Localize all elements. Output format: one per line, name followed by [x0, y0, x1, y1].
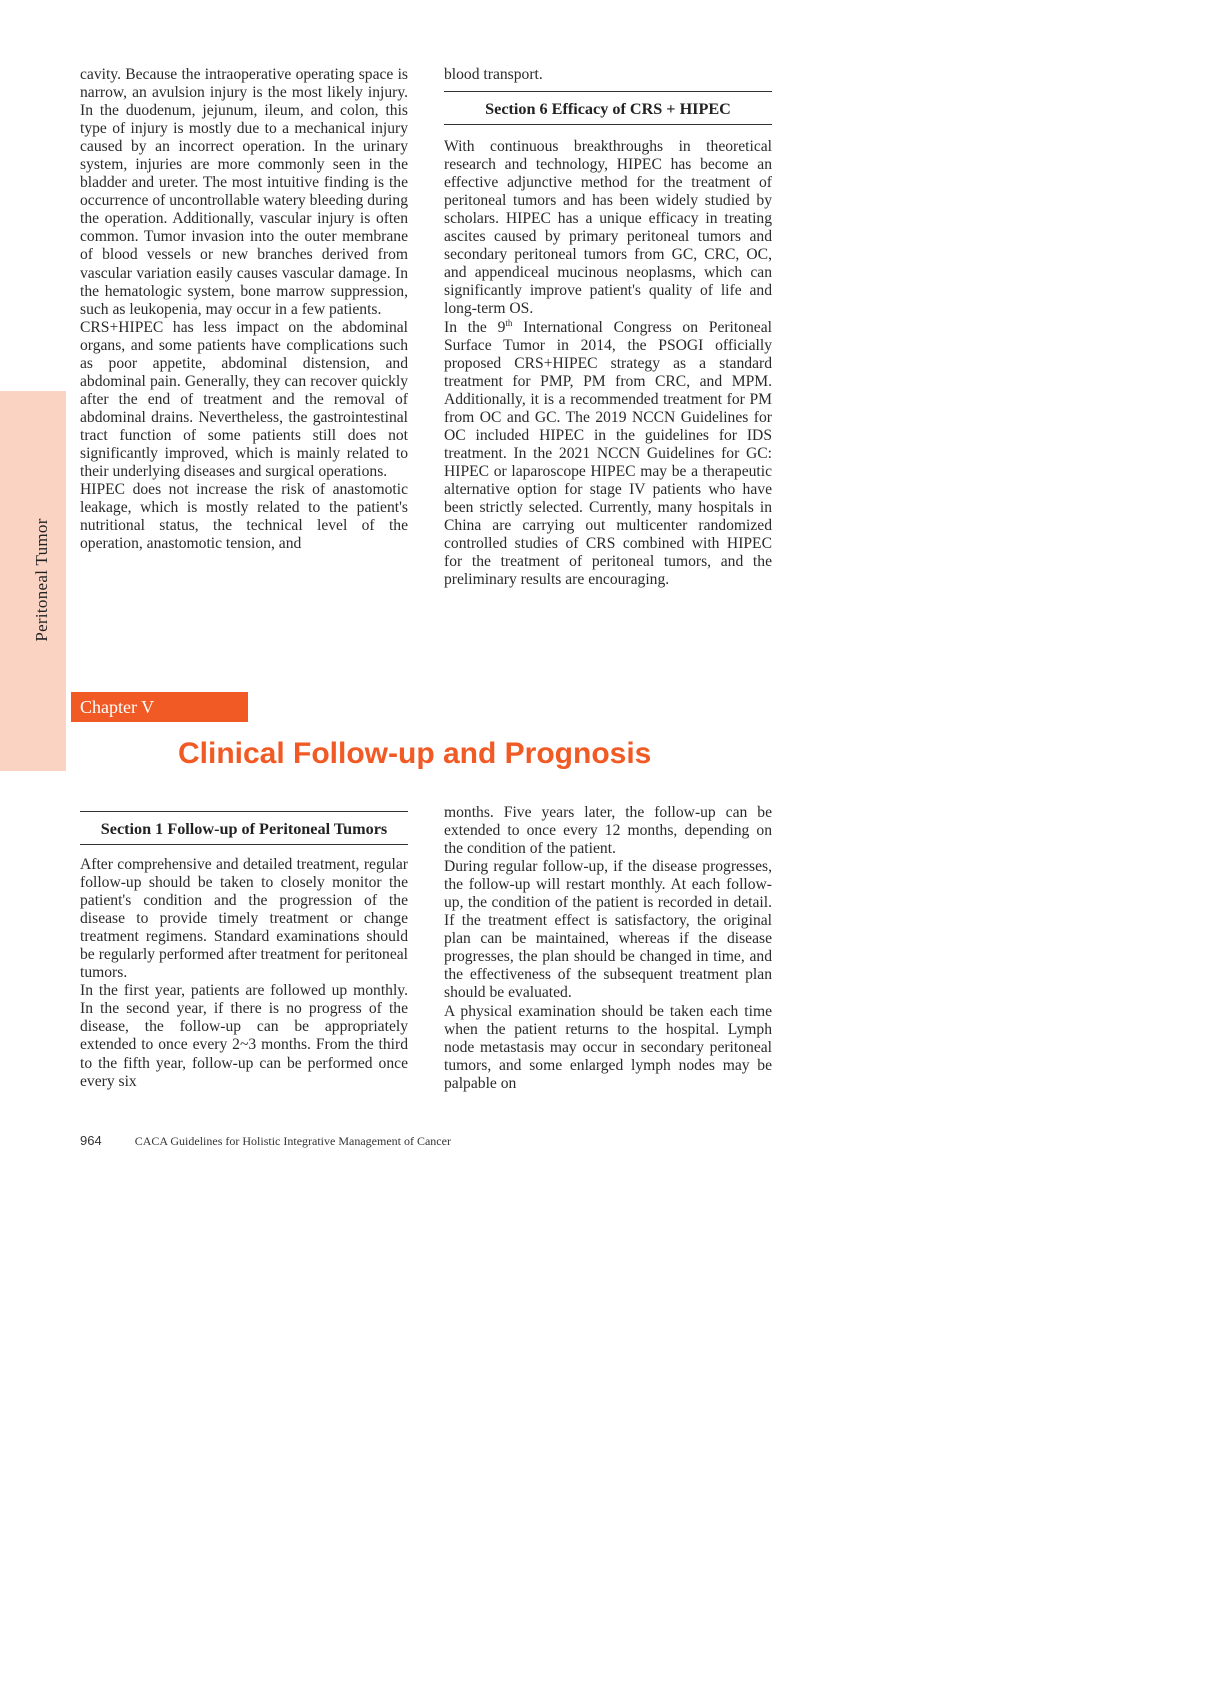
body-paragraph: In the first year, patients are followed up monthly. In the second year, if there is no progress of the disease, the follow-up can be appropriately extended to once every 2~3 months. From the third to the fifth year, follow-up can be performed once every six — [80, 982, 408, 1090]
body-paragraph — [444, 319, 772, 590]
superscript: th — [505, 317, 513, 328]
section-heading: Section 6 Efficacy of CRS + HIPEC — [444, 91, 772, 125]
page-number: 964 — [80, 1133, 102, 1148]
body-paragraph: After comprehensive and detailed treatment, regular follow-up should be taken to closely monitor the patient's condition and the progression of the disease to provide timely treatment or change treatment regimens. Standard examinations should be regularly performed after treatment for peritoneal tumors. — [80, 856, 408, 982]
text-run: International Congress on Peritoneal Surface Tumor in 2014, the PSOGI officially proposed CRS+HIPEC strategy as a standard treatment for PMP, PM from CRC, and MPM. Additionally, it is a recommended treatment for PM from OC and GC. The 2019 NCCN Guidelines for OC included HIPEC in the guidelines for IDS treatment. In the 2021 NCCN Guidelines for GC: HIPEC or laparoscope HIPEC may be a therapeutic alternative option for stage IV patients who have been strictly selected. Currently, many hospitals in China are carrying out multicenter randomized controlled studies of CRS combined with HIPEC for the treatment of peritoneal tumors, and the preliminary results are encouraging. — [444, 318, 772, 589]
body-paragraph: During regular follow-up, if the disease progresses, the follow-up will restart monthly. At each follow-up, the condition of the patient is recorded in detail. If the treatment effect is satisfactory, the original plan can be maintained, whereas if the disease progresses, the plan should be changed in time, and the effectiveness of the subsequent treatment plan should be evaluated. — [444, 858, 772, 1002]
top-left-column — [80, 66, 408, 553]
running-title: CACA Guidelines for Holistic Integrative Management of Cancer — [134, 1134, 451, 1148]
body-paragraph: With continuous breakthroughs in theoretical research and technology, HIPEC has become an effective adjunctive method for the treatment of peritoneal tumors and has been widely studied by scholars. HIPEC has a unique efficacy in treating ascites caused by primary peritoneal tumors and secondary peritoneal tumors from GC, CRC, OC, and appendiceal mucinous neoplasms, which can significantly improve patient's quality of life and long-term OS. — [444, 138, 772, 318]
chapter-label: Chapter V — [71, 692, 248, 722]
section-heading: Section 1 Follow-up of Peritoneal Tumors — [80, 811, 408, 845]
body-paragraph: cavity. Because the intraoperative operating space is narrow, an avulsion injury is the most likely injury. In the duodenum, jejunum, ileum, and colon, this type of injury is mostly due to a mechanical injury caused by an incorrect operation. In the urinary system, injuries are more commonly seen in the bladder and ureter. The most intuitive finding is the occurrence of uncontrollable watery bleeding during the operation. Additionally, vascular injury is often common. Tumor invasion into the outer membrane of blood vessels or new branches derived from vascular variation easily causes vascular damage. In the hematologic system, bone marrow suppression, such as leukopenia, may occur in a few patients. — [80, 66, 408, 318]
side-tab-label: Peritoneal Tumor — [32, 518, 51, 642]
top-right-column — [444, 66, 772, 589]
chapter-title: Clinical Follow-up and Prognosis — [178, 737, 652, 770]
text-run: In the 9 — [444, 318, 506, 336]
body-paragraph: months. Five years later, the follow-up can be extended to once every 12 months, depending on the condition of the patient. — [444, 804, 772, 858]
page-footer — [80, 1133, 451, 1149]
bottom-left-column — [80, 804, 408, 1091]
bottom-right-column — [444, 804, 772, 1093]
body-paragraph: blood transport. — [444, 66, 543, 83]
body-paragraph: CRS+HIPEC has less impact on the abdominal organs, and some patients have complications such as poor appetite, abdominal distension, and abdominal pain. Generally, they can recover quickly after the end of treatment and the removal of abdominal drains. Nevertheless, the gastrointestinal tract function of some patients still does not significantly improved, which is mainly related to their underlying diseases and surgical operations. — [80, 318, 408, 481]
body-paragraph: HIPEC does not increase the risk of anastomotic leakage, which is mostly related to the patient's nutritional status, the technical level of the operation, anastomotic tension, and — [80, 481, 408, 553]
body-paragraph: A physical examination should be taken each time when the patient returns to the hospital. Lymph node metastasis may occur in secondary peritoneal tumors, and some enlarged lymph nodes may be palpable on — [444, 1002, 772, 1092]
